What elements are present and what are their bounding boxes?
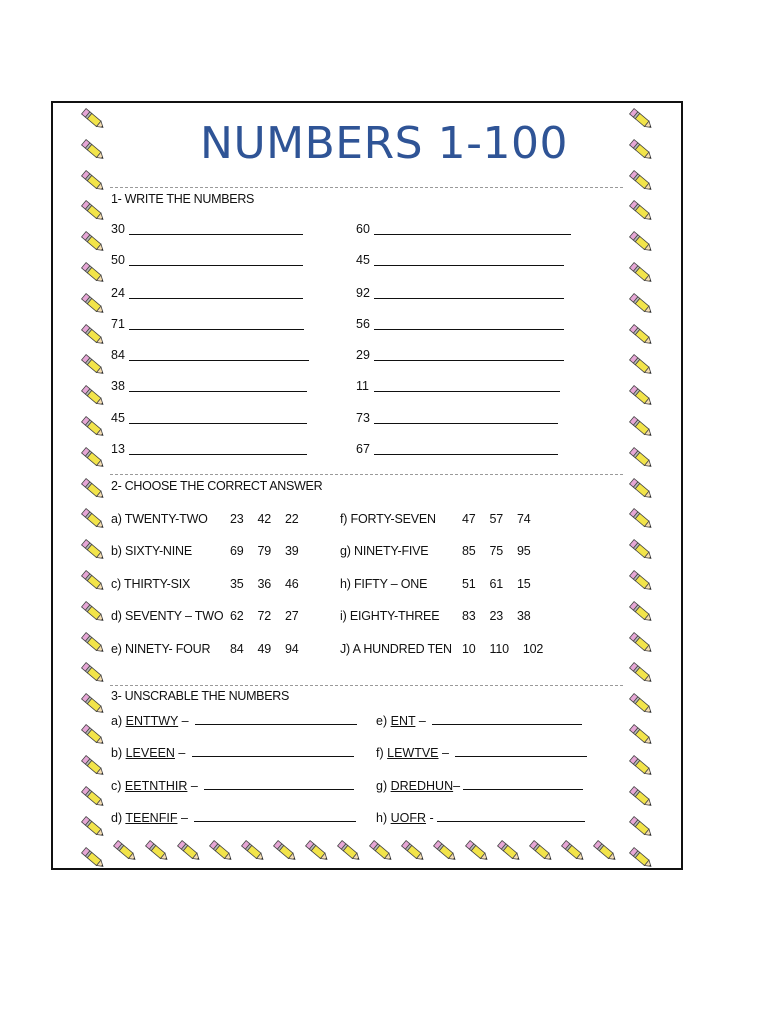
write-number-item xyxy=(111,222,303,238)
pencil-icon xyxy=(626,350,656,380)
number-label: 45 xyxy=(111,411,125,425)
question-label: d) SEVENTY – TWO xyxy=(111,609,224,623)
section-divider xyxy=(110,187,623,188)
scrambled-word: UOFR xyxy=(390,811,427,825)
item-letter: f) xyxy=(376,746,384,760)
unscramble-item xyxy=(376,779,583,793)
answer-option[interactable]: 94 xyxy=(285,642,299,656)
answer-line[interactable] xyxy=(455,755,587,757)
pencil-icon xyxy=(78,782,108,812)
answer-option[interactable]: 27 xyxy=(285,609,299,623)
number-label: 73 xyxy=(356,411,370,425)
pencil-icon xyxy=(78,535,108,565)
number-label: 13 xyxy=(111,442,125,456)
write-number-item xyxy=(111,286,303,302)
pencil-icon xyxy=(334,836,364,866)
pencil-icon xyxy=(626,166,656,196)
answer-option[interactable]: 95 xyxy=(517,544,531,558)
answer-option[interactable]: 46 xyxy=(285,577,299,591)
item-letter: a) xyxy=(111,714,123,728)
item-letter: b) xyxy=(111,746,123,760)
pencil-icon xyxy=(626,843,656,873)
scrambled-word: LEVEEN xyxy=(125,746,175,760)
question-label: i) EIGHTY-THREE xyxy=(340,609,440,623)
number-label: 84 xyxy=(111,348,125,362)
pencil-icon xyxy=(558,836,588,866)
pencil-icon xyxy=(78,320,108,350)
worksheet-title: NUMBERS 1-100 xyxy=(200,118,568,169)
separator: – xyxy=(174,746,189,760)
scrambled-word: EETNTHIR xyxy=(124,779,188,793)
answer-option[interactable]: 42 xyxy=(257,512,272,526)
number-label: 29 xyxy=(356,348,370,362)
separator: – xyxy=(415,714,430,728)
answer-line[interactable] xyxy=(374,298,564,299)
pencil-icon xyxy=(302,836,332,866)
unscramble-item xyxy=(111,714,357,728)
scrambled-word: TEENFIF xyxy=(125,811,178,825)
section-3-heading: 3- UNSCRABLE THE NUMBERS xyxy=(111,689,290,703)
pencil-icon xyxy=(78,350,108,380)
pencil-icon xyxy=(78,751,108,781)
answer-option[interactable]: 10 xyxy=(462,642,476,656)
pencil-icon xyxy=(526,836,556,866)
answer-line[interactable] xyxy=(374,234,571,235)
pencil-icon xyxy=(78,258,108,288)
pencil-icon xyxy=(78,628,108,658)
separator: – xyxy=(438,746,453,760)
unscramble-item xyxy=(111,746,354,760)
answer-option[interactable]: 51 xyxy=(462,577,476,591)
pencil-icon xyxy=(398,836,428,866)
choice-question xyxy=(111,609,299,623)
pencil-icon xyxy=(626,258,656,288)
pencil-icon xyxy=(626,412,656,442)
pencil-icon xyxy=(78,412,108,442)
pencil-icon xyxy=(590,836,620,866)
answer-option[interactable]: 83 xyxy=(462,609,476,623)
number-label: 60 xyxy=(356,222,370,236)
pencil-icon xyxy=(626,782,656,812)
answer-line[interactable] xyxy=(432,723,582,725)
pencil-icon xyxy=(78,597,108,627)
answer-line[interactable] xyxy=(374,423,558,424)
write-number-item xyxy=(356,348,564,364)
choice-question xyxy=(111,544,299,558)
answer-option[interactable]: 74 xyxy=(517,512,531,526)
answer-option[interactable]: 39 xyxy=(285,544,299,558)
separator: – xyxy=(187,779,202,793)
answer-line[interactable] xyxy=(192,755,354,757)
question-label: a) TWENTY-TWO xyxy=(111,512,208,526)
number-label: 24 xyxy=(111,286,125,300)
answer-option[interactable]: 38 xyxy=(517,609,531,623)
scrambled-word: LEWTVE xyxy=(387,746,439,760)
item-letter: g) xyxy=(376,779,388,793)
pencil-icon xyxy=(494,836,524,866)
pencil-icon xyxy=(110,836,140,866)
answer-line[interactable] xyxy=(129,391,307,392)
answer-line[interactable] xyxy=(374,454,558,455)
answer-line[interactable] xyxy=(374,329,564,330)
answer-line[interactable] xyxy=(129,423,307,424)
answer-option[interactable]: 36 xyxy=(257,577,272,591)
choice-question xyxy=(111,512,299,526)
unscramble-item xyxy=(376,714,582,728)
pencil-icon xyxy=(626,720,656,750)
answer-option[interactable]: 23 xyxy=(489,609,504,623)
question-label: J) A HUNDRED TEN xyxy=(340,642,452,656)
answer-line[interactable] xyxy=(194,820,356,822)
pencil-icon xyxy=(78,381,108,411)
pencil-icon xyxy=(626,566,656,596)
pencil-icon xyxy=(626,658,656,688)
separator: – xyxy=(453,779,461,793)
separator: – xyxy=(178,714,193,728)
question-label: c) THIRTY-SIX xyxy=(111,577,191,591)
pencil-icon xyxy=(626,628,656,658)
answer-option[interactable]: 79 xyxy=(257,544,272,558)
choice-question xyxy=(340,512,531,526)
separator: - xyxy=(426,811,434,825)
item-letter: h) xyxy=(376,811,388,825)
number-label: 67 xyxy=(356,442,370,456)
write-number-item xyxy=(111,317,304,333)
number-label: 50 xyxy=(111,253,125,267)
pencil-icon xyxy=(238,836,268,866)
answer-option[interactable]: 62 xyxy=(230,609,244,623)
scrambled-word: ENT xyxy=(390,714,416,728)
number-label: 45 xyxy=(356,253,370,267)
number-label: 92 xyxy=(356,286,370,300)
question-label: f) FORTY-SEVEN xyxy=(340,512,436,526)
answer-option[interactable]: 22 xyxy=(285,512,299,526)
answer-line[interactable] xyxy=(374,360,564,361)
answer-option[interactable]: 85 xyxy=(462,544,476,558)
pencil-icon xyxy=(626,474,656,504)
answer-option[interactable]: 61 xyxy=(489,577,504,591)
pencil-icon xyxy=(626,812,656,842)
pencil-icon xyxy=(270,836,300,866)
choice-question xyxy=(111,577,299,591)
answer-option[interactable]: 47 xyxy=(462,512,476,526)
write-number-item xyxy=(111,348,309,364)
item-letter: d) xyxy=(111,811,123,825)
write-number-item xyxy=(356,379,560,395)
write-number-item xyxy=(356,442,558,458)
question-label: h) FIFTY – ONE xyxy=(340,577,428,591)
pencil-icon xyxy=(206,836,236,866)
answer-line[interactable] xyxy=(129,454,307,455)
pencil-icon xyxy=(626,504,656,534)
pencil-icon xyxy=(626,689,656,719)
write-number-item xyxy=(356,411,558,427)
pencil-icon xyxy=(626,443,656,473)
number-label: 30 xyxy=(111,222,125,236)
item-letter: e) xyxy=(376,714,388,728)
write-number-item xyxy=(356,253,564,269)
answer-option[interactable]: 35 xyxy=(230,577,244,591)
answer-line[interactable] xyxy=(129,265,303,266)
write-number-item xyxy=(111,253,303,269)
write-number-item xyxy=(111,379,307,395)
item-letter: c) xyxy=(111,779,122,793)
section-2-heading: 2- CHOOSE THE CORRECT ANSWER xyxy=(111,479,323,493)
pencil-icon xyxy=(626,196,656,226)
answer-line[interactable] xyxy=(129,234,303,235)
pencil-icon xyxy=(366,836,396,866)
pencil-icon xyxy=(78,474,108,504)
answer-line[interactable] xyxy=(437,820,585,822)
separator: – xyxy=(177,811,192,825)
pencil-icon xyxy=(78,289,108,319)
answer-option[interactable]: 72 xyxy=(257,609,272,623)
answer-line[interactable] xyxy=(463,788,583,790)
pencil-icon xyxy=(626,289,656,319)
number-label: 38 xyxy=(111,379,125,393)
answer-line[interactable] xyxy=(195,723,357,725)
answer-option[interactable]: 57 xyxy=(489,512,504,526)
choice-question xyxy=(340,642,543,656)
unscramble-item xyxy=(111,779,354,793)
pencil-icon xyxy=(78,504,108,534)
pencil-icon xyxy=(78,443,108,473)
answer-option[interactable]: 110 xyxy=(489,642,509,656)
answer-line[interactable] xyxy=(129,360,309,361)
pencil-icon xyxy=(626,320,656,350)
question-label: b) SIXTY-NINE xyxy=(111,544,192,558)
pencil-icon xyxy=(462,836,492,866)
pencil-icon xyxy=(78,196,108,226)
choice-question xyxy=(340,544,531,558)
scrambled-word: DREDHUN xyxy=(390,779,454,793)
pencil-icon xyxy=(78,689,108,719)
pencil-icon xyxy=(626,751,656,781)
answer-option[interactable]: 75 xyxy=(489,544,504,558)
answer-option[interactable]: 102 xyxy=(522,642,544,656)
answer-option[interactable]: 23 xyxy=(230,512,244,526)
write-number-item xyxy=(356,317,564,333)
answer-line[interactable] xyxy=(204,788,354,790)
pencil-icon xyxy=(626,227,656,257)
number-label: 56 xyxy=(356,317,370,331)
pencil-icon xyxy=(78,812,108,842)
section-divider xyxy=(110,685,623,686)
pencil-icon xyxy=(626,381,656,411)
pencil-icon xyxy=(78,227,108,257)
pencil-icon xyxy=(78,166,108,196)
answer-option[interactable]: 84 xyxy=(230,642,244,656)
section-1-heading: 1- WRITE THE NUMBERS xyxy=(111,192,255,206)
question-label: g) NINETY-FIVE xyxy=(340,544,429,558)
choice-question xyxy=(111,642,299,656)
question-label: e) NINETY- FOUR xyxy=(111,642,211,656)
unscramble-item xyxy=(376,811,585,825)
number-label: 71 xyxy=(111,317,125,331)
pencil-icon xyxy=(78,566,108,596)
answer-option[interactable]: 15 xyxy=(517,577,531,591)
number-label: 11 xyxy=(356,379,369,393)
answer-line[interactable] xyxy=(374,265,564,266)
answer-line[interactable] xyxy=(129,329,304,330)
pencil-icon xyxy=(626,535,656,565)
choice-question xyxy=(340,577,531,591)
section-divider xyxy=(110,474,623,475)
pencil-icon xyxy=(626,597,656,627)
write-number-item xyxy=(356,286,564,302)
write-number-item xyxy=(356,222,571,238)
pencil-icon xyxy=(430,836,460,866)
pencil-icon xyxy=(78,658,108,688)
answer-option[interactable]: 49 xyxy=(257,642,272,656)
unscramble-item xyxy=(376,746,587,760)
pencil-icon xyxy=(174,836,204,866)
write-number-item xyxy=(111,411,307,427)
pencil-icon xyxy=(78,720,108,750)
scrambled-word: ENTTWY xyxy=(125,714,179,728)
answer-line[interactable] xyxy=(129,298,303,299)
pencil-icon xyxy=(142,836,172,866)
answer-option[interactable]: 69 xyxy=(230,544,244,558)
answer-line[interactable] xyxy=(374,391,560,392)
pencil-icon xyxy=(78,843,108,873)
choice-question xyxy=(340,609,531,623)
write-number-item xyxy=(111,442,307,458)
unscramble-item xyxy=(111,811,356,825)
